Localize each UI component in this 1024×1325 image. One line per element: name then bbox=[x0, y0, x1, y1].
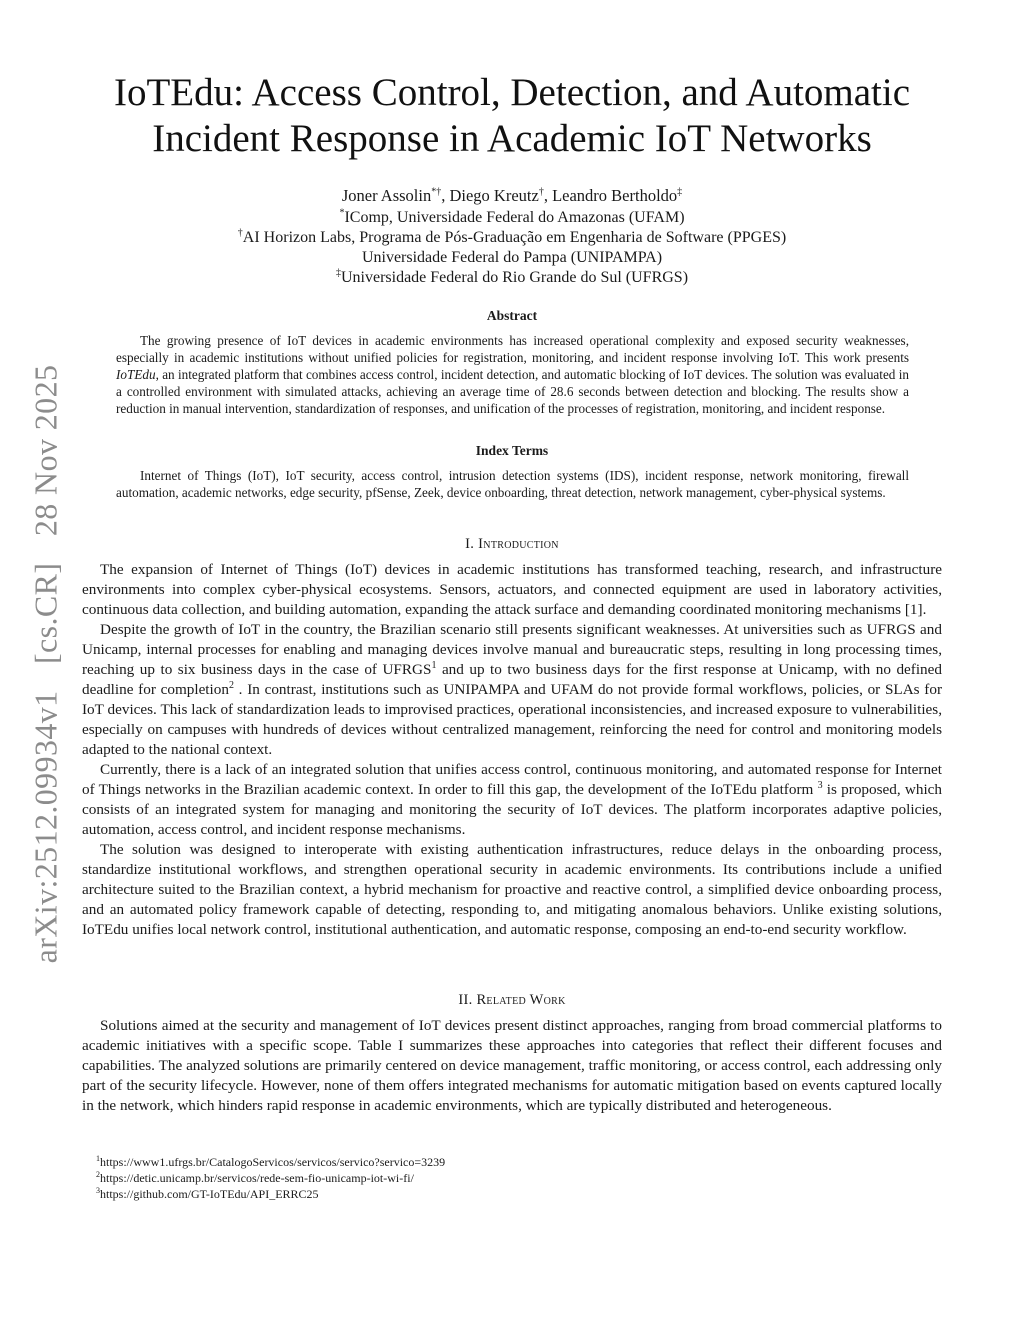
related-work-body bbox=[82, 1016, 942, 1116]
section-heading-related-work: II. Related Work bbox=[458, 992, 566, 1008]
author-1-marks: *† bbox=[431, 186, 442, 198]
abstract-emphasis: IoTEdu bbox=[116, 367, 156, 382]
index-terms-heading: Index Terms bbox=[475, 443, 549, 458]
arxiv-stamp bbox=[28, 356, 65, 973]
intro-paragraph-3: Currently, there is a lack of an integrated solution that unifies access control, continuous monitoring, and automated response for Internet of Things networks in the Brazilian academic context. In order to fill this gap, the development of the IoTEdu platform $^3$ is proposed, which consists of an integrated system for managing and monitoring the security of IoT devices. The platform incorporates adaptive policies, automation, access control, and incident response mechanisms. bbox=[82, 761, 942, 838]
related-paragraph-1: Solutions aimed at the security and management of IoT devices present distinct approaches, ranging from broad commercial platforms to academic initiatives with a specific scope. Table I summarizes these approaches into categories that reflect their different focuses and capabilities. The analyzed solutions are primarily centered on device management, traffic monitoring, or access control, each addressing only part of the security lifecycle. However, none of them offers integrated mechanisms for automatic mitigation based on events captured locally in the network, which hinders rapid response in academic environments, which are typically distributed and heterogeneous. bbox=[82, 1017, 942, 1114]
arxiv-category: [cs.CR] bbox=[27, 562, 64, 665]
introduction-body bbox=[82, 560, 942, 940]
footnote-2-link[interactable]: https://detic.unicamp.br/servicos/rede-sem-fio-unicamp-iot-wi-fi/ bbox=[100, 1171, 414, 1185]
title-line-2: Incident Response in Academic IoT Networks bbox=[152, 117, 872, 160]
footnote-2: $^2$https://detic.unicamp.br/servicos/rede-sem-fio-unicamp-iot-wi-fi/ bbox=[96, 1170, 414, 1185]
intro-paragraph-4: The solution was designed to interoperate with existing authentication infrastructures, reduce delays in the onboarding process, standardize institutional workflows, and strengthen operational security in academic environments. Its contributions include a unified architecture suited to the Brazilian context, a hybrid mechanism for proactive and reactive control, a simplified device onboarding process, and an automated policy framework capable of detecting, responding to, and mitigating anomalous behaviors. Unlike existing solutions, IoTEdu unifies local network control, institutional authentication, and automatic response, composing an end-to-end security workflow. bbox=[82, 841, 942, 938]
footnote-1: $^1$https://www1.ufrgs.br/CatalogoServicos/servicos/servico?servico=3239 bbox=[96, 1154, 446, 1169]
index-terms-text: Internet of Things (IoT), IoT security, access control, intrusion detection systems (IDS), incident response, network monitoring, firewall automation, academic networks, edge security, pfSense, Zeek, device onboarding, threat detection, network management, cyber-physical systems. bbox=[116, 468, 909, 500]
footnotes bbox=[96, 1154, 936, 1202]
footnote-3: $^3$https://github.com/GT-IoTEdu/API_ERRC25 bbox=[96, 1186, 319, 1201]
author-2: Diego Kreutz bbox=[449, 186, 539, 205]
intro-paragraph-2: Despite the growth of IoT in the country, the Brazilian scenario still presents significant weaknesses. At universities such as UFRGS and Unicamp, internal processes for enabling and managing devices involve manual and bureaucratic steps, resulting in long processing times, reaching up to six business days in the case of UFRGS$^1$ and up to two business days for the first response at Unicamp, with no defined deadline for completion$^2$ . In contrast, institutions such as UNIPAMPA and UFAM do not provide formal workflows, policies, or SLAs for IoT devices. This lack of standardization leads to improvised practices, operational inconsistencies, and increased exposure to vulnerabilities, especially on campuses with hundreds of devices without centralized management, reinforcing the need for control and monitoring models adapted to the national context. bbox=[82, 621, 943, 758]
abstract-text: The growing presence of IoT devices in academic environments has increased operational complexity and exposed security weaknesses, especially in academic institutions without unified policies for registration, monitoring, and incident response involving IoT. This work presents IoTEdu, an integrated platform that combines access control, incident detection, and automatic blocking of IoT devices. The solution was evaluated in a controlled environment with simulated attacks, achieving an average time of 28.6 seconds between detection and blocking. The results show a reduction in manual intervention, standardization of responses, and unification of the processes of registration, monitoring, and incident response. bbox=[116, 333, 909, 416]
paper-title bbox=[82, 70, 942, 162]
author-1: Joner Assolin bbox=[341, 186, 432, 205]
abstract-heading: Abstract bbox=[486, 308, 538, 323]
title-line-1: IoTEdu: Access Control, Detection, and Automatic bbox=[113, 71, 911, 114]
author-2-marks: † bbox=[538, 186, 544, 198]
affiliation-1: *IComp, Universidade Federal do Amazonas (UFAM) bbox=[339, 207, 685, 226]
author-3-marks: ‡ bbox=[677, 186, 683, 198]
arxiv-id: arXiv:2512.09934v1 bbox=[27, 690, 64, 964]
footnote-3-link[interactable]: https://github.com/GT-IoTEdu/API_ERRC25 bbox=[100, 1187, 319, 1201]
intro-paragraph-1: The expansion of Internet of Things (IoT) devices in academic institutions has transformed teaching, research, and infrastructure environments into complex cyber-physical ecosystems. Sensors, actuators, and connected equipment are used in laboratory activities, continuous data collection, and building automation, expanding the attack surface and demanding coordinated monitoring mechanisms [1]. bbox=[82, 561, 942, 618]
footnote-ref-2: 2 bbox=[228, 679, 234, 691]
footnote-1-link[interactable]: https://www1.ufrgs.br/CatalogoServicos/servicos/servico?servico=3239 bbox=[100, 1155, 446, 1169]
author-names: Joner Assolin*†, Diego Kreutz†, Leandro Bertholdo‡ bbox=[341, 186, 683, 205]
author-block bbox=[82, 186, 942, 288]
affiliation-2b: Universidade Federal do Pampa (UNIPAMPA) bbox=[361, 249, 663, 266]
section-heading-introduction: I. Introduction bbox=[465, 536, 559, 552]
affiliation-3: ‡Universidade Federal do Rio Grande do Sul (UFRGS) bbox=[335, 267, 689, 286]
author-3: Leandro Bertholdo bbox=[552, 186, 678, 205]
footnote-ref-1: 1 bbox=[431, 659, 437, 671]
affiliation-2: †AI Horizon Labs, Programa de Pós-Graduação em Engenharia de Software (PPGES) bbox=[237, 227, 787, 246]
arxiv-date: 28 Nov 2025 bbox=[27, 364, 64, 537]
footnote-ref-3: 3 bbox=[817, 779, 823, 791]
